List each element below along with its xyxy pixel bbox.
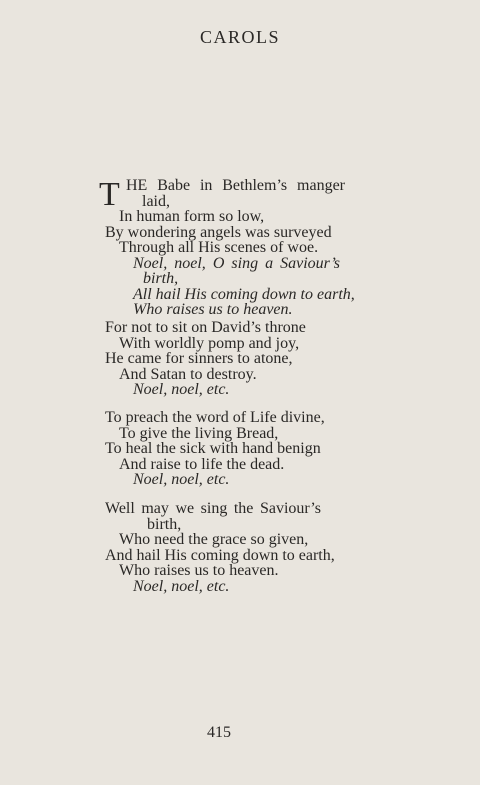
- poem-line: To preach the word of Life divine,: [105, 409, 325, 426]
- refrain-line: Noel, noel, O sing a Saviour’s: [133, 254, 340, 272]
- poem-line: He came for sinners to atone,: [105, 350, 293, 367]
- poem-line: Through all His scenes of woe.: [119, 239, 319, 256]
- stanza-4: [105, 501, 345, 594]
- drop-cap: T: [99, 176, 120, 213]
- poem-line: HE Babe in Bethlem’s manger: [126, 177, 345, 194]
- stanza-1-opening: [99, 176, 345, 213]
- refrain-line: Noel, noel, etc.: [133, 471, 230, 488]
- poem-line: birth,: [147, 515, 182, 533]
- poem-line: Who need the grace so given,: [119, 531, 309, 548]
- page-number: 415: [207, 724, 231, 741]
- poem-line: To give the living Bread,: [119, 424, 279, 442]
- refrain-line: Who raises us to heaven.: [133, 301, 293, 318]
- stanza-1: [99, 176, 355, 318]
- poem-line: In human form so low,: [119, 208, 265, 225]
- refrain-line: All hail His coming down to earth,: [133, 285, 355, 303]
- poem-line: And Satan to destroy.: [119, 365, 257, 383]
- poem-line: Well may we sing the Saviour’s: [105, 500, 321, 517]
- poem-line: laid,: [142, 192, 170, 210]
- poem-line: And raise to life the dead.: [119, 455, 285, 473]
- poem-line: And hail His coming down to earth,: [105, 546, 335, 564]
- refrain-line: Noel, noel, etc.: [133, 577, 230, 595]
- stanza-2: [105, 320, 345, 398]
- refrain-line: birth,: [143, 270, 179, 287]
- poem-line: With worldly pomp and joy,: [119, 334, 300, 352]
- stanza-3: [105, 410, 345, 488]
- poem-line: To heal the sick with hand benign: [105, 440, 321, 457]
- poem-line: For not to sit on David’s throne: [105, 319, 306, 336]
- refrain-line: Noel, noel, etc.: [133, 381, 230, 398]
- running-head: CAROLS: [199, 27, 280, 47]
- poem-line: Who raises us to heaven.: [119, 562, 279, 579]
- poem-line: By wondering angels was surveyed: [105, 223, 332, 241]
